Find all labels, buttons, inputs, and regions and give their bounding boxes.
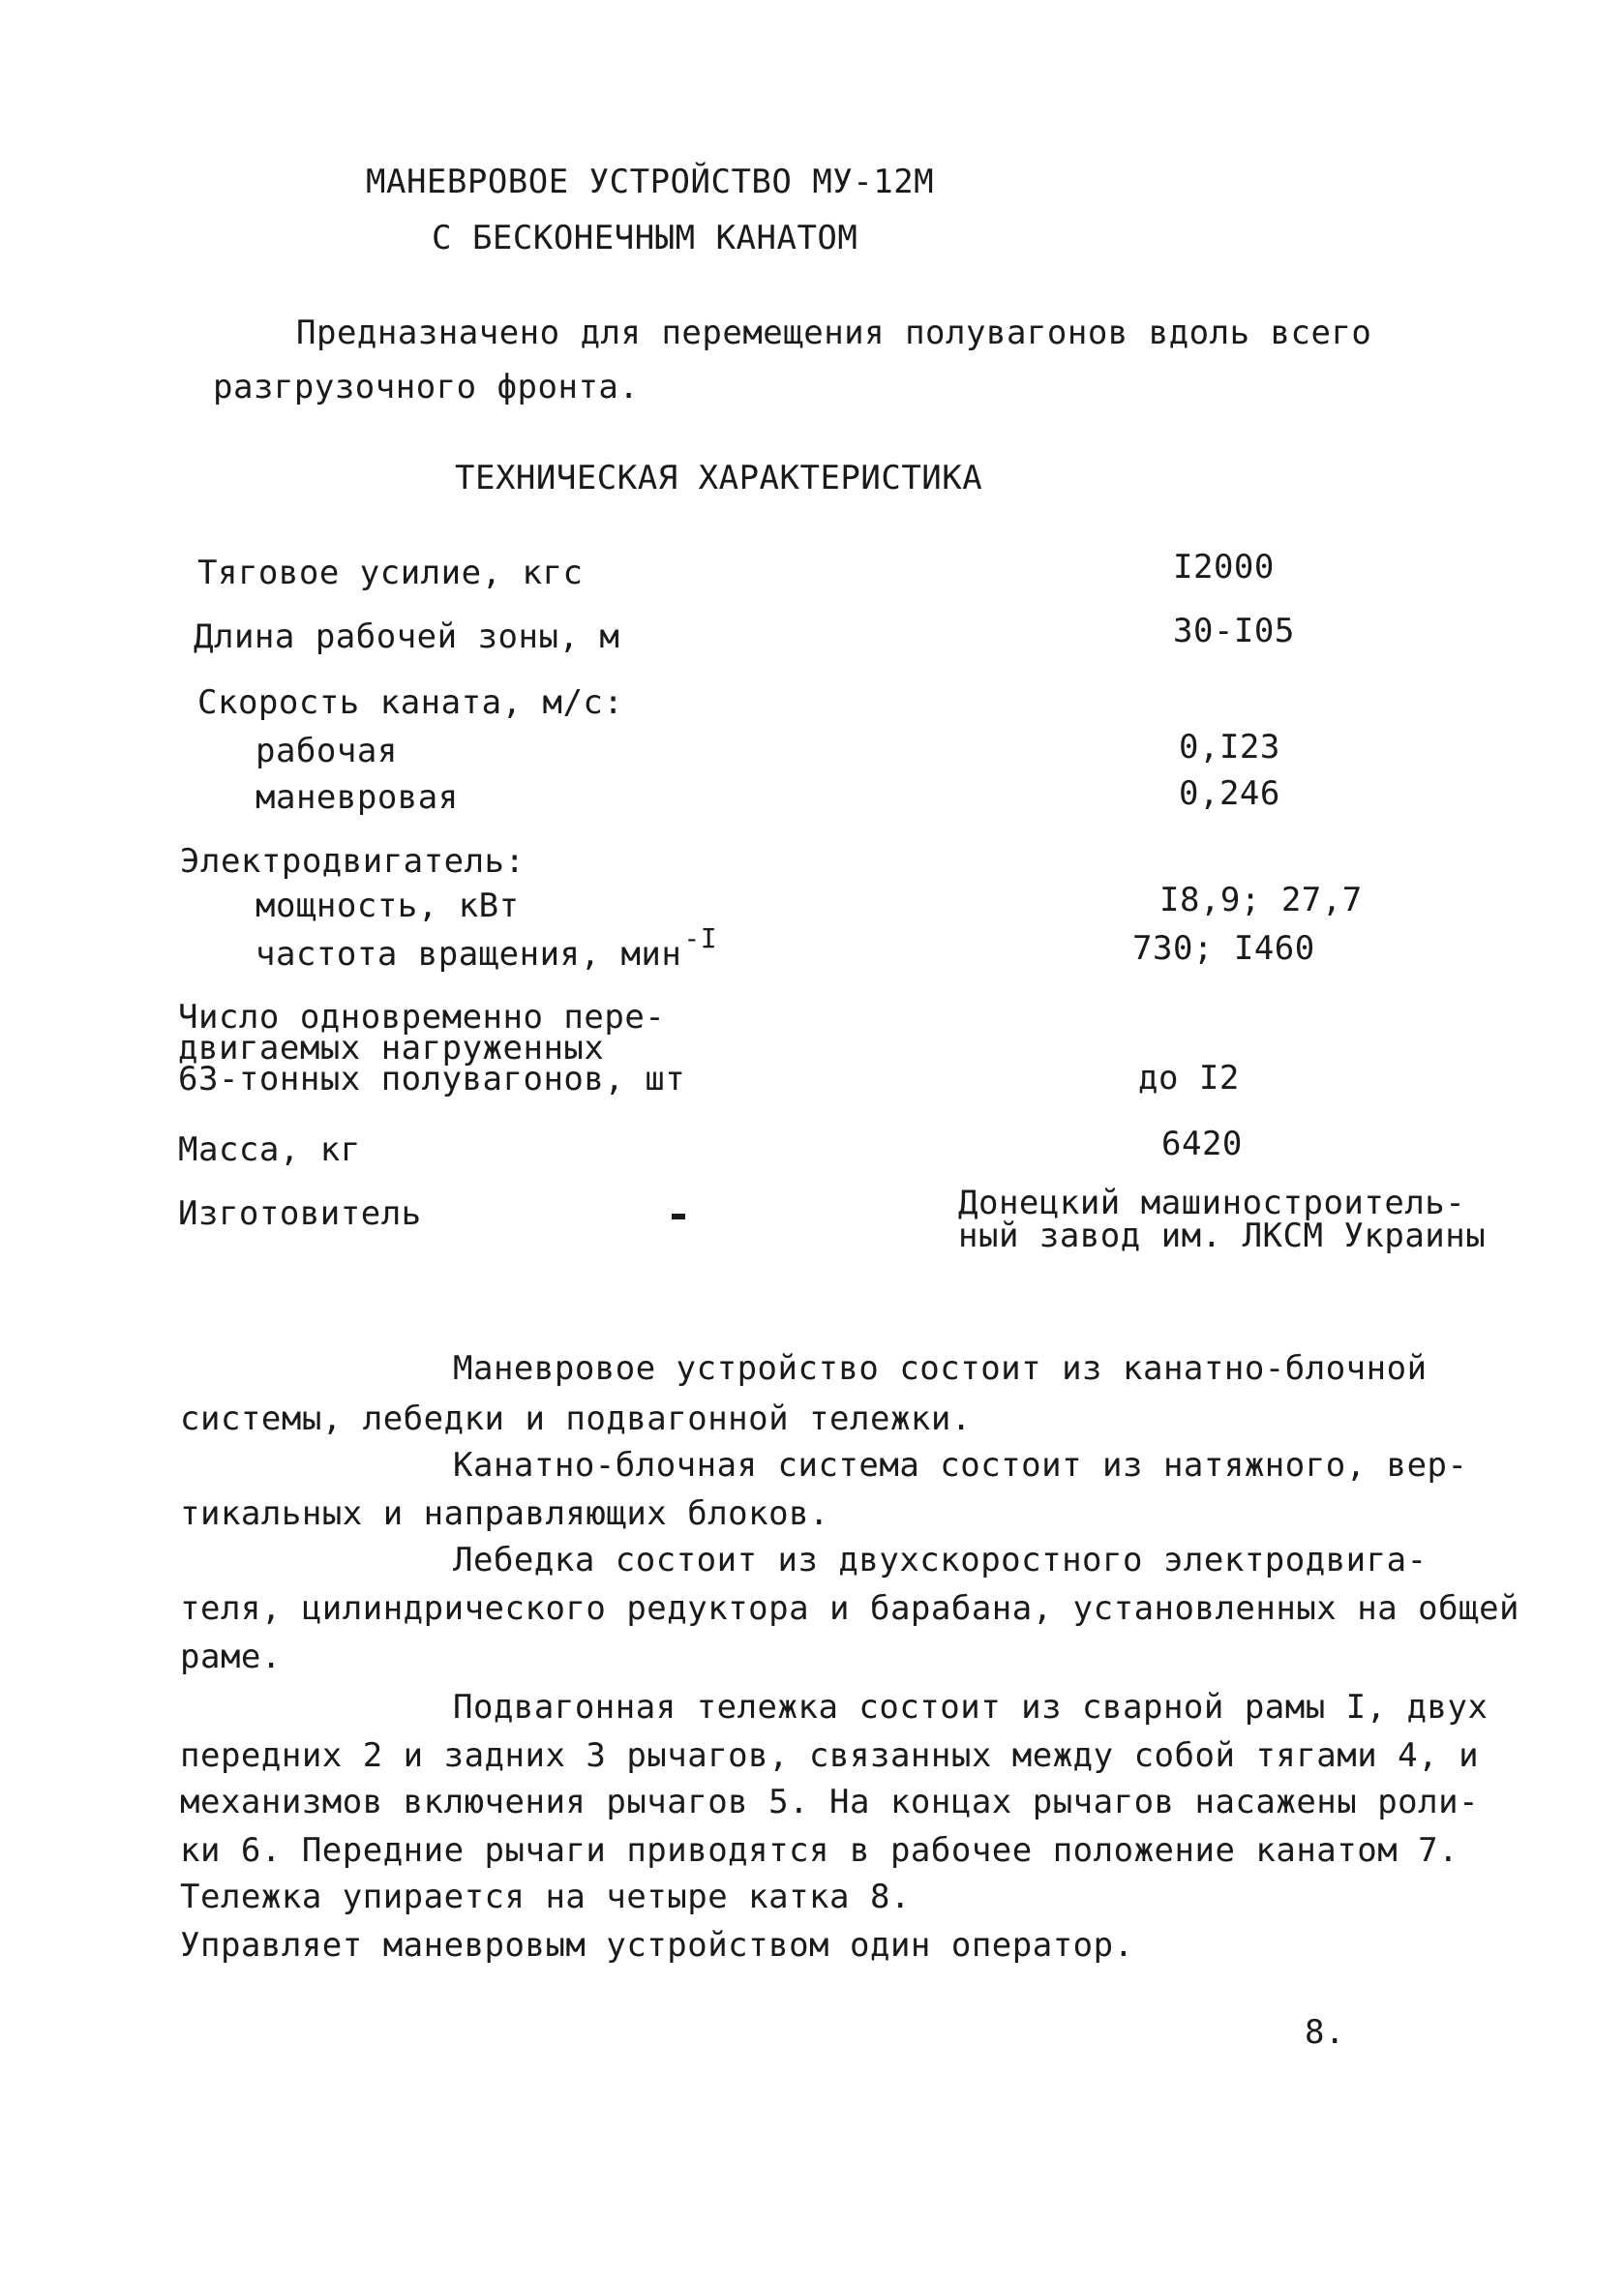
spec-traction-value: I2000	[1173, 548, 1275, 587]
specs-heading: ТЕХНИЧЕСКАЯ ХАРАКТЕРИСТИКА	[455, 459, 983, 497]
intro-line-2: разгрузочного фронта.	[213, 368, 640, 406]
spec-zone-value: 30-I05	[1173, 612, 1295, 650]
spec-motor-label: Электродвигатель:	[180, 842, 526, 881]
spec-maker-value-line-2: ный завод им. ЛКСМ Украины	[958, 1217, 1487, 1255]
spec-count-label-line-3: 63-тонных полувагонов, шт	[178, 1060, 686, 1098]
spec-zone-label: Длина рабочей зоны, м	[194, 617, 620, 656]
body-p4-line-2: передних 2 и задних 3 рычагов, связанных между собой тягами 4, и	[180, 1736, 1480, 1775]
body-p4-line-5: Тележка упирается на четыре катка 8.	[180, 1878, 911, 1916]
spec-mass-label: Масса, кг	[178, 1130, 361, 1169]
body-p2-line-1: Канатно-блочная система состоит из натяжного, вер-	[453, 1446, 1468, 1485]
spec-traction-label: Тяговое усилие, кгс	[197, 554, 584, 592]
spec-count-label-line-2: двигаемых нагруженных	[178, 1029, 605, 1068]
body-p3-line-3: раме.	[180, 1638, 282, 1676]
spec-frequency-value: 730; I460	[1132, 929, 1315, 968]
spec-frequency-label	[256, 922, 718, 976]
dash-separator	[672, 1214, 685, 1219]
spec-power-label: мощность, кВт	[256, 887, 520, 925]
spec-maker-label: Изготовитель	[178, 1194, 422, 1233]
body-p1-line-2: системы, лебедки и подвагонной тележки.	[180, 1399, 972, 1438]
spec-speed-maneuver-value: 0,246	[1179, 774, 1280, 813]
spec-mass-value: 6420	[1161, 1125, 1243, 1163]
body-p4-line-1: Подвагонная тележка состоит из сварной рамы I, двух	[453, 1688, 1489, 1727]
body-p2-line-2: тикальных и направляющих блоков.	[180, 1494, 830, 1533]
document-title-line-1: МАНЕВРОВОЕ УСТРОЙСТВО МУ-12М	[366, 163, 935, 201]
intro-line-1: Предназначено для перемещения полувагонов вдоль всего	[296, 314, 1372, 352]
spec-maker-value-line-1: Донецкий машиностроитель-	[958, 1184, 1466, 1222]
spec-speed-work-label: рабочая	[256, 732, 398, 770]
spec-speed-maneuver-label: маневровая	[256, 778, 459, 817]
body-p3-line-2: теля, цилиндрического редуктора и барабана, установленных на общей	[180, 1589, 1520, 1628]
body-p3-line-1: Лебедка состоит из двухскоростного электродвига-	[453, 1541, 1428, 1579]
page-number: 8.	[1305, 2013, 1345, 2052]
spec-frequency-exponent: -I	[683, 922, 718, 954]
body-p5-line-1: Управляет маневровым устройством один оператор.	[180, 1926, 1134, 1965]
body-p4-line-4: ки 6. Передние рычаги приводятся в рабочее положение канатом 7.	[180, 1831, 1459, 1870]
spec-power-value: I8,9; 27,7	[1159, 881, 1363, 919]
spec-count-label-line-1: Число одновременно пере-	[178, 998, 666, 1037]
body-p1-line-1: Маневровое устройство состоит из канатно-блочной	[453, 1349, 1428, 1388]
spec-speed-label: Скорость каната, м/с:	[197, 683, 624, 722]
spec-speed-work-value: 0,I23	[1179, 728, 1280, 767]
body-p4-line-3: механизмов включения рычагов 5. На концах рычагов насажены роли-	[180, 1783, 1480, 1821]
spec-count-value: до I2	[1138, 1059, 1240, 1098]
spec-frequency-label-text: частота вращения, мин	[256, 935, 682, 974]
document-title-line-2: С БЕСКОНЕЧНЫМ КАНАТОМ	[432, 219, 858, 257]
